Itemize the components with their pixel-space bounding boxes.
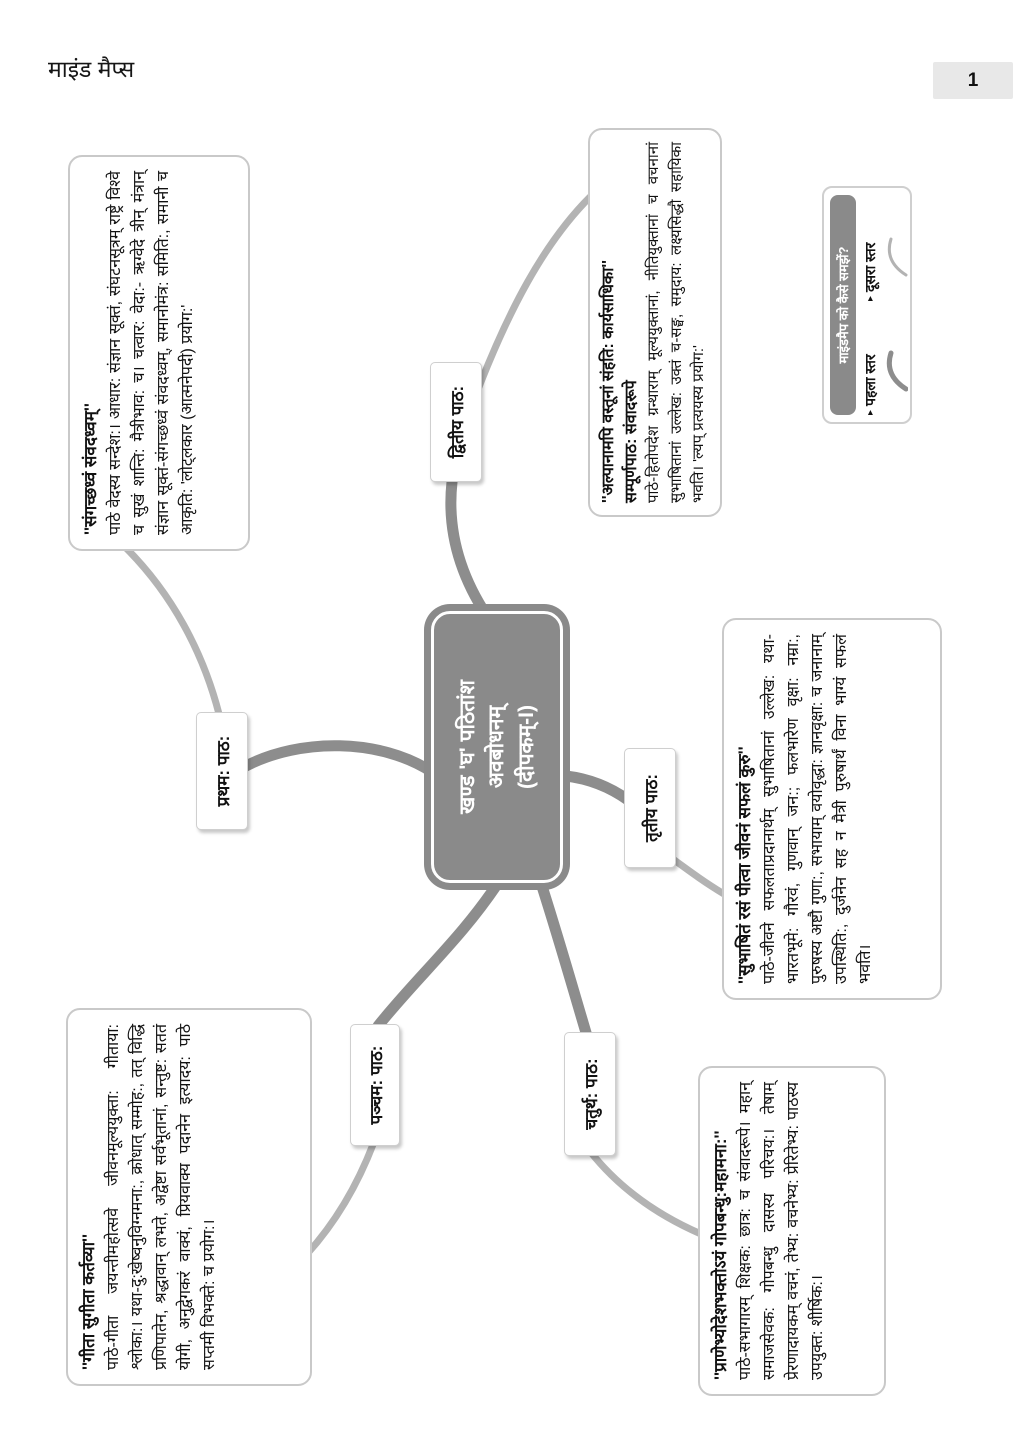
curve-center-to-second: [451, 482, 487, 616]
node-label: चतुर्थ: पाठ:: [581, 1058, 601, 1130]
box-title: ''अल्पानामपि वस्तूनां संहति: कार्यसाधिका'': [600, 260, 617, 503]
curve-fifth-to-box: [307, 1142, 374, 1254]
page-number-badge: 1: [933, 62, 1013, 99]
first-level-curve-icon: [882, 349, 908, 393]
box-body: पाठे-हितोपदेश ग्रन्थाराम् मूल्ययुक्तानां, नीतियुक्तानां च वचनानां सुभाषितानां उल्लेख: उक्तं च-सङ्घ, समुदाय: लक्ष्यसिद्धौ सहायिका भवति। 'ल्यप् प्रत्ययस्य प्रयोग:': [645, 142, 707, 503]
box-fourth-lesson: [698, 1066, 886, 1396]
box-body: पाठे-गीता जयन्तीमहोत्सवे जीवनमूल्ययुक्ता: गीताया: श्लोका:। यथा-दु:खेष्वनुविग्नमना:, क्रोधात् सम्मोह:, तत् विद्धि प्रणिपातेन, श्रद्धावान् लभते, अद्वेष्टा सर्वभूतानां, सन्तुष्ट: सततं योगी, अनुद्वेगकरं वाक्यं, प्रियवाक्य पदानेन इत्यादय: पाठे सप्तमी विभक्ते: च प्रयोग:।: [104, 1024, 218, 1370]
legend-item-first-level: [861, 309, 908, 415]
box-body: पाठे-जीवने सफलताप्रदानार्थम् सुभाषितानां उल्लेख: यथा-भारतभूमे: गौरवं, गुणवान् जन:; फलभारेण वृक्षा: नम्रा:, पुरुषस्य अष्टौ गुणा:, सभायाम् वयोवृद्धा: ज्ञानवृक्षा: च जनानाम् उपस्थिति:, दुर्जनेन सह न मैत्री पुरुषार्थं विना भाग्यं सफलं भवति।: [760, 634, 874, 984]
box-fifth-lesson: [66, 1008, 312, 1386]
node-label: प्रथम: पाठ:: [213, 735, 233, 807]
center-node-line: (दीपकम्-I): [514, 704, 538, 790]
box-title: ''प्राणेभ्योदेशभक्तोऽयं गोपबन्धु:महामना:'': [711, 1130, 730, 1380]
node-first-lesson: [196, 712, 248, 830]
curve-fourth-to-box: [589, 1150, 701, 1234]
box-subtitle: सम्पूर्णपाठ: संवादरूपे: [623, 380, 641, 503]
legend-item-label: दूसरा स्तर: [862, 242, 878, 292]
legend: [822, 186, 912, 424]
node-second-lesson: [430, 362, 482, 482]
curve-second-to-box: [477, 197, 590, 392]
box-body: पाठे वेदस्य सन्देश:। आधार: संज्ञान सूक्तं, संघटनसूत्रम् राष्ट्रे विश्वे च सुखं शान्ति: मैत्रीभाव: च। चत्वार: वेदा:- ऋग्वेदे त्रीन् मंत्रान् संज्ञान सूक्तं-संगच्छध्वं संवदध्वम्, समानोमंत्र: समिति:, समानी च आकृति: 'लोट्लकार (आत्मनेपदी) प्रयोग:': [106, 171, 196, 535]
triangle-bullet-icon: ▸: [864, 409, 876, 415]
node-third-lesson: [624, 748, 676, 868]
curve-center-to-first: [246, 746, 432, 772]
center-node-line: अवबोधनम्: [485, 705, 509, 789]
node-label: तृतीय पाठ:: [641, 774, 661, 842]
box-third-lesson: [722, 618, 942, 1000]
center-node: [424, 604, 570, 890]
legend-header: माइंडमैप को कैसे समझें?: [830, 195, 856, 415]
triangle-bullet-icon: ▸: [864, 295, 876, 301]
second-level-curve-icon: [882, 235, 908, 279]
curve-first-to-box: [126, 548, 219, 714]
curve-center-to-fifth: [378, 880, 500, 1026]
box-body: पाठे-सभागारम् शिक्षक: छात्र: च संवादरूपे। महान् समाजसेवक: गोपबन्धु दासस्य परिचय:। तेषाम् प्रेरणादायकम् वचनं, तेभ्य: वचनेभ्य: प्रेरितेभ्य: पाठस्य उपयुक्त: शीर्षिक:।: [736, 1082, 826, 1380]
box-title: ''गीता सुगीता कर्तव्या'': [79, 1233, 98, 1370]
node-fourth-lesson: [564, 1032, 616, 1156]
page-title: माइंड मैप्स: [48, 56, 135, 82]
legend-item-second-level: [861, 195, 908, 301]
curve-center-to-fourth: [540, 880, 587, 1036]
center-node-line: खण्ड 'घ' पठितांश: [455, 680, 479, 814]
box-first-lesson: [68, 155, 250, 551]
node-label: द्वितीय पाठ:: [447, 385, 467, 459]
box-second-lesson: [588, 128, 722, 517]
node-label: पञ्चम: पाठ:: [366, 1045, 386, 1125]
box-title: ''संगच्छध्वं संवदध्वम्'': [81, 403, 100, 535]
curve-center-to-third: [566, 776, 628, 800]
legend-item-label: पहला स्तर: [862, 354, 878, 406]
node-fifth-lesson: [350, 1024, 400, 1146]
box-title: ''सुभाषितं रसं पीत्वा जीवनं सफलं कुरु'': [735, 746, 754, 984]
